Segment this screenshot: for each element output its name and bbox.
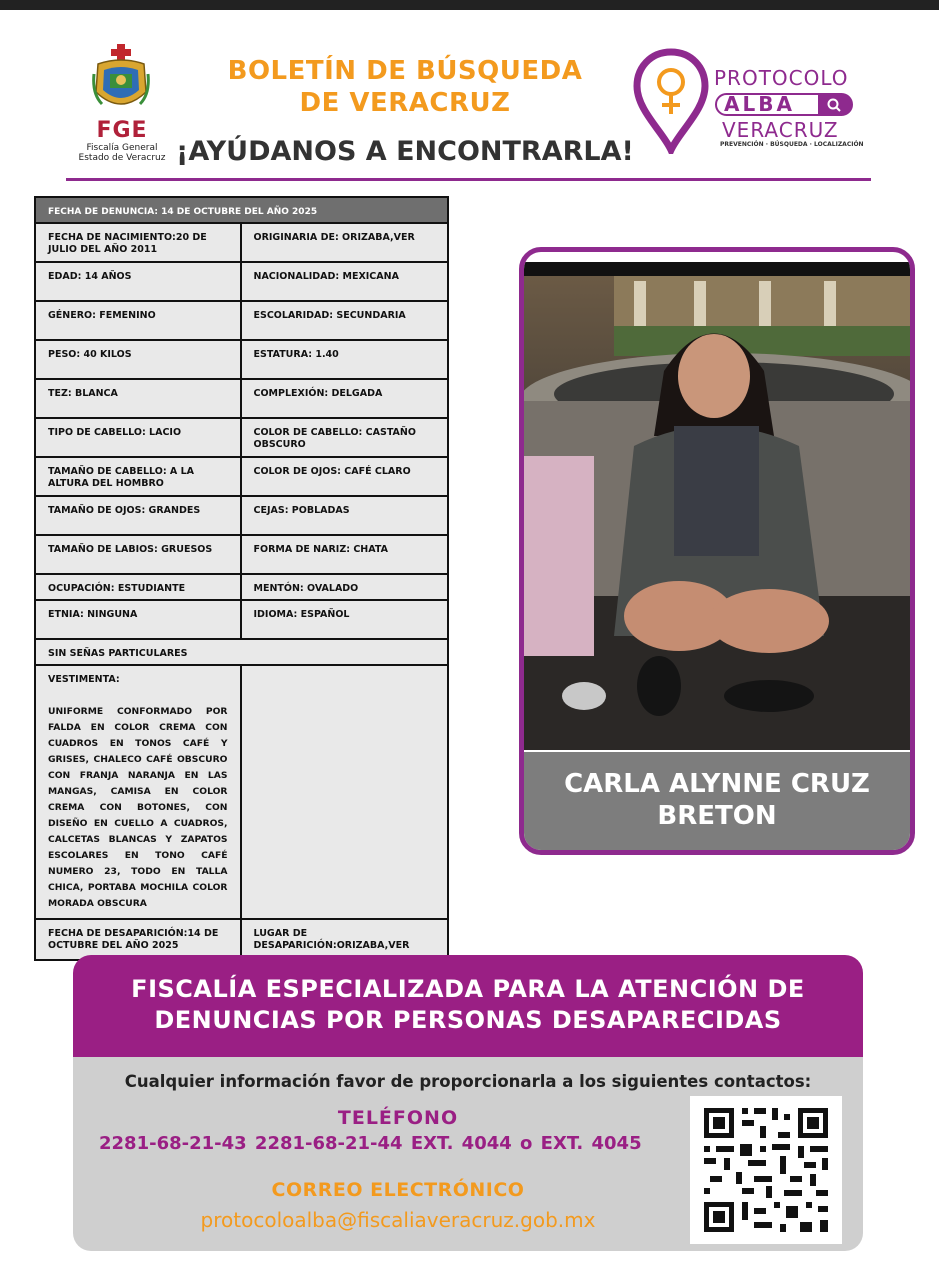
photo-frame xyxy=(524,262,910,750)
email-label: CORREO ELECTRÓNICO xyxy=(271,1179,525,1201)
disappearance-place-cell: LUGAR DE DESAPARICIÓN:ORIZABA,VER xyxy=(253,928,410,951)
table-row xyxy=(36,666,447,920)
table-row xyxy=(36,263,447,302)
top-bar xyxy=(0,0,939,10)
empty-cell xyxy=(242,666,448,918)
photo-card xyxy=(519,247,915,855)
bulletin-slogan: ¡AYÚDANOS A ENCONTRARLA! xyxy=(176,136,634,167)
person-data-table xyxy=(34,196,449,961)
banner-line1: FISCALÍA ESPECIALIZADA PARA LA ATENCIÓN DE xyxy=(131,975,805,1003)
alba-tagline: PREVENCIÓN · BÚSQUEDA · LOCALIZACIÓN xyxy=(720,141,864,148)
table-row xyxy=(36,224,447,263)
nose-shape-cell: FORMA DE NARIZ: CHATA xyxy=(253,544,388,555)
banner-line2: DENUNCIAS POR PERSONAS DESAPARECIDAS xyxy=(154,1006,782,1034)
occupation-cell: OCUPACIÓN: ESTUDIANTE xyxy=(36,575,242,599)
table-row xyxy=(36,601,447,640)
height-cell: ESTATURA: 1.40 xyxy=(253,349,339,360)
table-row xyxy=(36,380,447,419)
table-row xyxy=(36,458,447,497)
table-row xyxy=(36,341,447,380)
table-row xyxy=(36,419,447,458)
hair-length-cell: TAMAÑO DE CABELLO: A LA ALTURA DEL HOMBRO xyxy=(36,458,242,495)
alba-veracruz-text: VERACRUZ xyxy=(722,118,839,142)
ethnicity-cell: ETNIA: NINGUNA xyxy=(36,601,242,638)
fge-logo-text: FGE xyxy=(96,118,148,143)
qr-code-icon[interactable] xyxy=(690,1096,842,1244)
hair-type-cell: TIPO DE CABELLO: LACIO xyxy=(36,419,242,456)
person-name: CARLA ALYNNE CRUZ BRETON xyxy=(524,752,910,855)
phone-label: TELÉFONO xyxy=(337,1107,459,1129)
age-cell: EDAD: 14 AÑOS xyxy=(36,263,242,300)
table-row xyxy=(36,536,447,575)
alba-protocolo-text: PROTOCOLO xyxy=(714,66,849,90)
birth-date-cell: FECHA DE NACIMIENTO:20 DE JULIO DEL AÑO 2011 xyxy=(36,224,242,261)
female-location-pin-icon xyxy=(633,48,709,154)
contact-section xyxy=(73,1057,863,1251)
build-cell: COMPLEXIÓN: DELGADA xyxy=(253,388,383,399)
fge-subtitle: Fiscalía General Estado de Veracruz xyxy=(78,143,166,163)
complaint-date-header: FECHA DE DENUNCIA: 14 DE OCTUBRE DEL AÑO 2025 xyxy=(36,198,447,224)
table-row xyxy=(36,640,447,666)
header-divider xyxy=(66,178,871,181)
particular-marks-cell: SIN SEÑAS PARTICULARES xyxy=(48,648,188,659)
table-row xyxy=(36,920,447,959)
hair-color-cell: COLOR DE CABELLO: CASTAÑO OBSCURO xyxy=(253,427,416,450)
bulletin-title-line1: BOLETÍN DE BÚSQUEDA xyxy=(227,56,583,86)
table-row xyxy=(36,575,447,601)
table-row xyxy=(36,497,447,536)
fiscalia-banner xyxy=(73,955,863,1057)
nationality-cell: NACIONALIDAD: MEXICANA xyxy=(253,271,399,282)
table-row xyxy=(36,302,447,341)
clothing-title: VESTIMENTA: xyxy=(48,674,120,685)
search-icon xyxy=(826,97,842,113)
clothing-cell xyxy=(36,666,242,918)
veracruz-seal-icon xyxy=(92,44,150,118)
skin-cell: TEZ: BLANCA xyxy=(36,380,242,417)
eye-size-cell: TAMAÑO DE OJOS: GRANDES xyxy=(36,497,242,534)
eye-color-cell: COLOR DE OJOS: CAFÉ CLARO xyxy=(253,466,411,477)
alba-word: ALBA xyxy=(724,92,795,116)
gender-cell: GÉNERO: FEMENINO xyxy=(36,302,242,339)
disappearance-date-cell: FECHA DE DESAPARICIÓN:14 DE OCTUBRE DEL AÑO 2025 xyxy=(36,920,242,959)
eyebrows-cell: CEJAS: POBLADAS xyxy=(253,505,350,516)
contact-intro: Cualquier información favor de proporcionarla a los siguientes contactos: xyxy=(124,1072,812,1091)
phone-numbers: 2281-68-21-43 2281-68-21-44 EXT. 4044 o EXT. 4045 xyxy=(99,1133,642,1154)
lip-size-cell: TAMAÑO DE LABIOS: GRUESOS xyxy=(36,536,242,573)
chin-cell: MENTÓN: OVALADO xyxy=(253,583,359,594)
origin-cell: ORIGINARIA DE: ORIZABA,VER xyxy=(253,232,415,243)
language-cell: IDIOMA: ESPAÑOL xyxy=(253,609,350,620)
email-link[interactable]: protocoloalba@fiscaliaveracruz.gob.mx xyxy=(200,1208,596,1232)
person-photo xyxy=(524,276,910,750)
bulletin-title-line2: DE VERACRUZ xyxy=(299,88,511,118)
weight-cell: PESO: 40 KILOS xyxy=(36,341,242,378)
clothing-description: UNIFORME CONFORMADO POR FALDA EN COLOR CREMA CON CUADROS EN TONOS CAFÉ Y GRISES, CHALECO CAFÉ OBSCURO CON FRANJA NARANJA EN LAS MANGAS, CAMISA EN COLOR CREMA CON BOTONES, CON DISEÑO EN CUELLO A CUADROS, CALCETAS BLANCAS Y ZAPATOS ESCOLARES EN TONO CAFÉ NUMERO 23, TODO EN TALLA CHICA, PORTABA MOCHILA COLOR MORADA OBSCURA xyxy=(48,706,228,909)
schooling-cell: ESCOLARIDAD: SECUNDARIA xyxy=(253,310,406,321)
